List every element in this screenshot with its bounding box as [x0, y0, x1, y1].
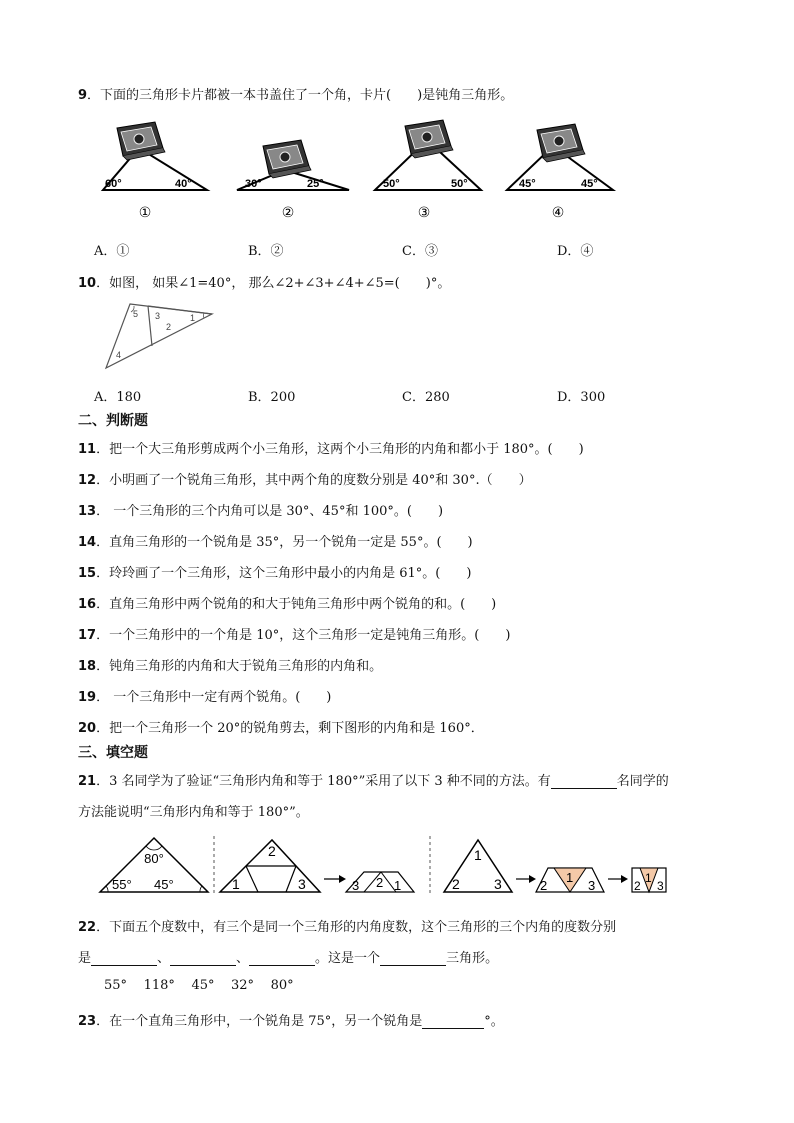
answer-blank-3[interactable] — [249, 952, 315, 966]
q10-option-d[interactable]: D．300 — [557, 390, 606, 405]
fig3-end-3: 3 — [657, 879, 664, 893]
q20 — [78, 717, 484, 736]
value: 32° — [231, 978, 255, 993]
card-2-left-angle: 30° — [245, 178, 262, 190]
question-number: 9 — [78, 88, 88, 103]
question-text-tail: 名同学的 — [616, 774, 669, 789]
answer-blank-2[interactable] — [170, 952, 236, 966]
value: 118° — [143, 978, 175, 993]
fig2-moved-2: 2 — [376, 875, 384, 890]
q15 — [78, 562, 471, 581]
q14 — [78, 531, 473, 550]
fig1-right-angle: 45° — [154, 877, 174, 892]
q21-line2: 方法能说明“三角形内角和等于 180°”。 — [78, 805, 309, 820]
question-number: 21 — [78, 774, 97, 789]
card-2-right-angle: 25° — [307, 178, 324, 190]
card-4-label: ④ — [551, 204, 565, 220]
q10-stem — [78, 272, 450, 291]
question-text: ．下面的三角形卡片都被一本书盖住了一个角，卡片( )是钝角三角形。 — [87, 88, 514, 103]
q21-figure-1 — [100, 838, 208, 892]
question-text: ．钝角三角形的内角和大于锐角三角形的内角和。 — [96, 659, 383, 674]
fig2-moved-1: 1 — [394, 878, 402, 893]
q11 — [78, 438, 584, 457]
question-text: ．玲玲画了一个三角形，这个三角形中最小的内角是 61°。( ) — [96, 566, 472, 581]
question-text-tail: °。 — [484, 1014, 504, 1029]
question-number: 17 — [78, 628, 97, 643]
angle-label-4: 4 — [116, 350, 122, 360]
question-number: 18 — [78, 659, 97, 674]
fig2-angle-3: 3 — [298, 876, 306, 892]
card-3-left-angle: 50° — [383, 178, 400, 190]
question-text: ．一个三角形中的一个角是 10°，这个三角形一定是钝角三角形。( ) — [96, 628, 511, 643]
question-text: ．把一个三角形一个 20°的锐角剪去，剩下图形的内角和是 160°． — [96, 721, 484, 736]
q19 — [78, 686, 331, 705]
q18 — [78, 655, 382, 674]
question-number: 11 — [78, 442, 97, 457]
question-text: ．下面五个度数中，有三个是同一个三角形的内角度数，这个三角形的三个内角的度数分别 — [96, 920, 617, 935]
q9-option-c[interactable]: C．③ — [402, 244, 438, 259]
value: 80° — [270, 978, 294, 993]
fig3-mid-2: 2 — [540, 878, 548, 893]
q21-figure-2 — [220, 840, 414, 893]
question-number: 10 — [78, 276, 97, 291]
fig3-angle-3: 3 — [494, 876, 502, 892]
question-text: ．在一个直角三角形中，一个锐角是 75°，另一个锐角是 — [96, 1014, 423, 1029]
q12 — [78, 469, 532, 488]
card-1 — [103, 122, 207, 220]
question-number: 14 — [78, 535, 97, 550]
card-3-right-angle: 50° — [451, 178, 468, 190]
fig3-angle-2: 2 — [452, 876, 460, 892]
fig1-left-angle: 55° — [112, 877, 132, 892]
q22-line2 — [78, 947, 498, 966]
question-number: 20 — [78, 721, 97, 736]
question-number: 13 — [78, 504, 97, 519]
question-text: 三角形。 — [446, 951, 499, 966]
separator: 、 — [157, 951, 171, 966]
answer-blank[interactable] — [551, 775, 617, 789]
q9-option-b[interactable]: B．② — [248, 244, 284, 259]
q10-option-c[interactable]: C．280 — [402, 390, 450, 405]
fig3-end-1: 1 — [645, 871, 652, 885]
q13 — [78, 500, 443, 519]
question-number: 16 — [78, 597, 97, 612]
fig3-angle-1: 1 — [474, 847, 482, 863]
question-text: ．把一个大三角形剪成两个小三角形，这两个小三角形的内角和都小于 180°。( ) — [96, 442, 584, 457]
q10-triangle-figure — [100, 300, 220, 372]
card-4-left-angle: 45° — [519, 178, 536, 190]
q21-figures — [96, 832, 676, 896]
q10-option-b[interactable]: B．200 — [248, 390, 296, 405]
question-number: 12 — [78, 473, 97, 488]
q16 — [78, 593, 496, 612]
value: 45° — [191, 978, 215, 993]
fig3-mid-3: 3 — [588, 878, 596, 893]
question-text: 。这是一个 — [315, 951, 381, 966]
q17 — [78, 624, 510, 643]
section-heading-judge: 二、判断题 — [78, 413, 148, 429]
question-text: ．直角三角形中两个锐角的和大于钝角三角形中两个锐角的和。( ) — [96, 597, 497, 612]
fig1-top-angle: 80° — [144, 851, 164, 866]
angle-label-2: 2 — [166, 322, 172, 332]
card-1-left-angle: 60° — [105, 178, 122, 190]
question-number: 19 — [78, 690, 97, 705]
separator: 、 — [236, 951, 250, 966]
q9-stem — [78, 84, 513, 103]
fig3-end-2: 2 — [634, 879, 641, 893]
q22-values — [104, 978, 294, 993]
question-text: ． 一个三角形中一定有两个锐角。( ) — [96, 690, 332, 705]
card-2-label: ② — [281, 204, 295, 220]
q21-figure-3 — [444, 840, 666, 893]
question-number: 23 — [78, 1014, 97, 1029]
q22-line1 — [78, 916, 616, 935]
card-3-label: ③ — [417, 204, 431, 220]
angle-label-3: 3 — [155, 311, 161, 321]
question-text: 是 — [78, 951, 92, 966]
question-text: ．如图， 如果∠1=40°， 那么∠2+∠3+∠4+∠5=( )°。 — [96, 276, 451, 291]
fig2-angle-2: 2 — [268, 843, 276, 859]
question-text: ．3 名同学为了验证“三角形内角和等于 180°”采用了以下 3 种不同的方法。有 — [96, 774, 551, 789]
section-heading-fill: 三、填空题 — [78, 745, 148, 761]
question-number: 22 — [78, 920, 97, 935]
card-3 — [375, 120, 481, 220]
question-text: ． 一个三角形的三个内角可以是 30°、45°和 100°。( ) — [96, 504, 444, 519]
card-1-right-angle: 40° — [175, 178, 192, 190]
fig2-moved-3: 3 — [352, 878, 360, 893]
question-text: ．直角三角形的一个锐角是 35°，另一个锐角一定是 55°。( ) — [96, 535, 473, 550]
q10-option-a[interactable]: A．180 — [94, 390, 142, 405]
answer-blank-4[interactable] — [380, 952, 446, 966]
angle-label-1: 1 — [190, 313, 196, 323]
answer-blank[interactable] — [422, 1015, 484, 1029]
card-2 — [237, 140, 349, 220]
q9-option-a[interactable]: A．① — [94, 244, 130, 259]
fig3-mid-1: 1 — [566, 870, 574, 885]
card-1-label: ① — [138, 204, 152, 220]
card-4-right-angle: 45° — [581, 178, 598, 190]
question-number: 15 — [78, 566, 97, 581]
question-text: ．小明画了一个锐角三角形，其中两个角的度数分别是 40°和 30°.（ ） — [96, 473, 532, 488]
q21-line1 — [78, 770, 669, 789]
angle-label-5: 5 — [133, 309, 139, 319]
card-4 — [507, 124, 613, 220]
answer-blank-1[interactable] — [91, 952, 157, 966]
q23 — [78, 1010, 504, 1029]
q9-option-d[interactable]: D．④ — [557, 244, 594, 259]
fig2-angle-1: 1 — [232, 876, 240, 892]
value: 55° — [104, 978, 128, 993]
q9-cards-figure — [95, 118, 635, 228]
